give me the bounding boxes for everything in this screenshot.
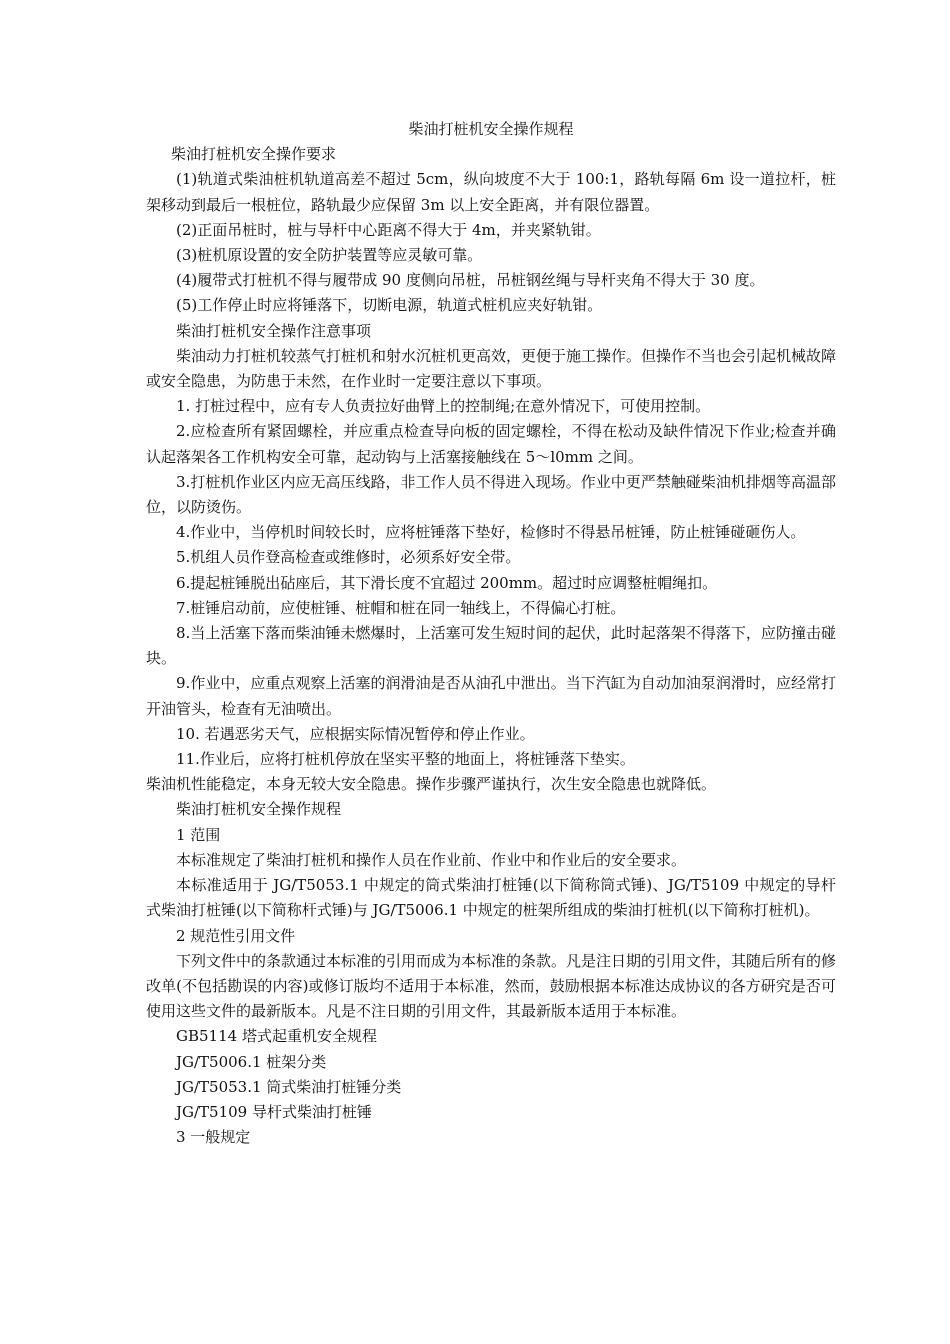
paragraph: 11.作业后，应将打桩机停放在坚实平整的地面上，将桩锤落下垫实。 [176, 750, 635, 769]
paragraph: 4.作业中，当停机时间较长时，应将桩锤落下垫好，检修时不得悬吊桩锤，防止桩锤碰砸伤人。 [176, 523, 806, 542]
paragraph: (4)履带式打桩机不得与履带成 90 度侧向吊桩，吊桩钢丝绳与导杆夹角不得大于 30 度。 [176, 271, 765, 290]
section-heading: 柴油打桩机安全操作要求 [171, 145, 337, 164]
section-heading: 柴油打桩机安全操作规程 [176, 800, 342, 819]
paragraph: 2.应检查所有紧固螺栓，并应重点检查导向板的固定螺栓，不得在松动及缺件情况下作业;检查并确认起落架各工作机构安全可靠，起动钩与上活塞接触线在 5～l0mm 之间。 [146, 422, 836, 466]
paragraph: (2)正面吊桩时，桩与导杆中心距离不得大于 4m，并夹紧轨钳。 [176, 220, 601, 239]
document-title: 柴油打桩机安全操作规程 [408, 120, 574, 138]
paragraph: 本标准适用于 JG/T5053.1 中规定的筒式柴油打桩锤(以下简称筒式锤)、JG/T5109 中规定的导杆式柴油打桩锤(以下简称杆式锤)与 JG/T5006.1 中规定的桩架所组成的柴油打桩机(以下简称打桩机)。 [146, 876, 836, 920]
paragraph: 7.桩锤启动前，应使桩锤、桩帽和桩在同一轴线上，不得偏心打桩。 [176, 598, 626, 617]
paragraph: 9.作业中，应重点观察上活塞的润滑油是否从油孔中泄出。当下汽缸为自动加油泵润滑时，应经常打开油管头，检查有无油喷出。 [146, 674, 836, 718]
reference-item: JG/T5006.1 桩架分类 [176, 1052, 327, 1071]
paragraph: 6.提起桩锤脱出砧座后，其下滑长度不宜超过 200mm。超过时应调整桩帽绳扣。 [176, 573, 718, 592]
section-heading: 3 一般规定 [176, 1128, 251, 1147]
paragraph: 本标准规定了柴油打桩机和操作人员在作业前、作业中和作业后的安全要求。 [176, 850, 687, 869]
paragraph: 柴油机性能稳定，本身无较大安全隐患。操作步骤严谨执行，次生安全隐患也就降低。 [146, 775, 717, 794]
reference-item: JG/T5053.1 筒式柴油打桩锤分类 [176, 1077, 402, 1096]
document-page [146, 117, 836, 1150]
reference-item: GB5114 塔式起重机安全规程 [176, 1027, 377, 1046]
paragraph: (1)轨道式柴油桩机轨道高差不超过 5cm，纵向坡度不大于 100:1，路轨每隔 6m 设一道拉杆，桩架移动到最后一根桩位，路轨最少应保留 3m 以上安全距离，并有限位器置。 [146, 170, 836, 214]
paragraph: 3.打桩机作业区内应无高压线路，非工作人员不得进入现场。作业中更严禁触碰柴油机排烟等高温部位，以防烫伤。 [146, 472, 836, 517]
paragraph: 下列文件中的条款通过本标准的引用而成为本标准的条款。凡是注日期的引用文件，其随后所有的修改单(不包括勘误的内容)或修订版均不适用于本标准，然而，鼓励根据本标准达成协议的各方研究是否可使用这些文件的最新版本。凡是不注日期的引用文件，其最新版本适用于本标准。 [146, 951, 837, 1021]
paragraph: 10. 若遇恶劣天气，应根据实际情况暂停和停止作业。 [176, 724, 535, 743]
paragraph: 1. 打桩过程中，应有专人负责拉好曲臂上的控制绳;在意外情况下，可使用控制。 [176, 397, 711, 416]
paragraph: (5)工作停止时应将锤落下，切断电源，轨道式桩机应夹好轨钳。 [176, 296, 603, 315]
reference-item: JG/T5109 导杆式柴油打桩锤 [176, 1102, 372, 1121]
section-heading: 2 规范性引用文件 [176, 926, 296, 945]
paragraph: 8.当上活塞下落而柴油锤未燃爆时，上活塞可发生短时间的起伏，此时起落架不得落下，应防撞击碰块。 [146, 624, 836, 668]
paragraph: 5.机组人员作登高检查或维修时，必须系好安全带。 [176, 548, 521, 567]
section-heading: 1 范围 [176, 825, 221, 844]
paragraph: 柴油动力打桩机较蒸气打桩机和射水沉桩机更高效，更便于施工操作。但操作不当也会引起机械故障或安全隐患，为防患于未然，在作业时一定要注意以下事项。 [146, 346, 837, 391]
paragraph: (3)桩机原设置的安全防护装置等应灵敏可靠。 [176, 246, 483, 265]
section-heading: 柴油打桩机安全操作注意事项 [176, 321, 372, 340]
